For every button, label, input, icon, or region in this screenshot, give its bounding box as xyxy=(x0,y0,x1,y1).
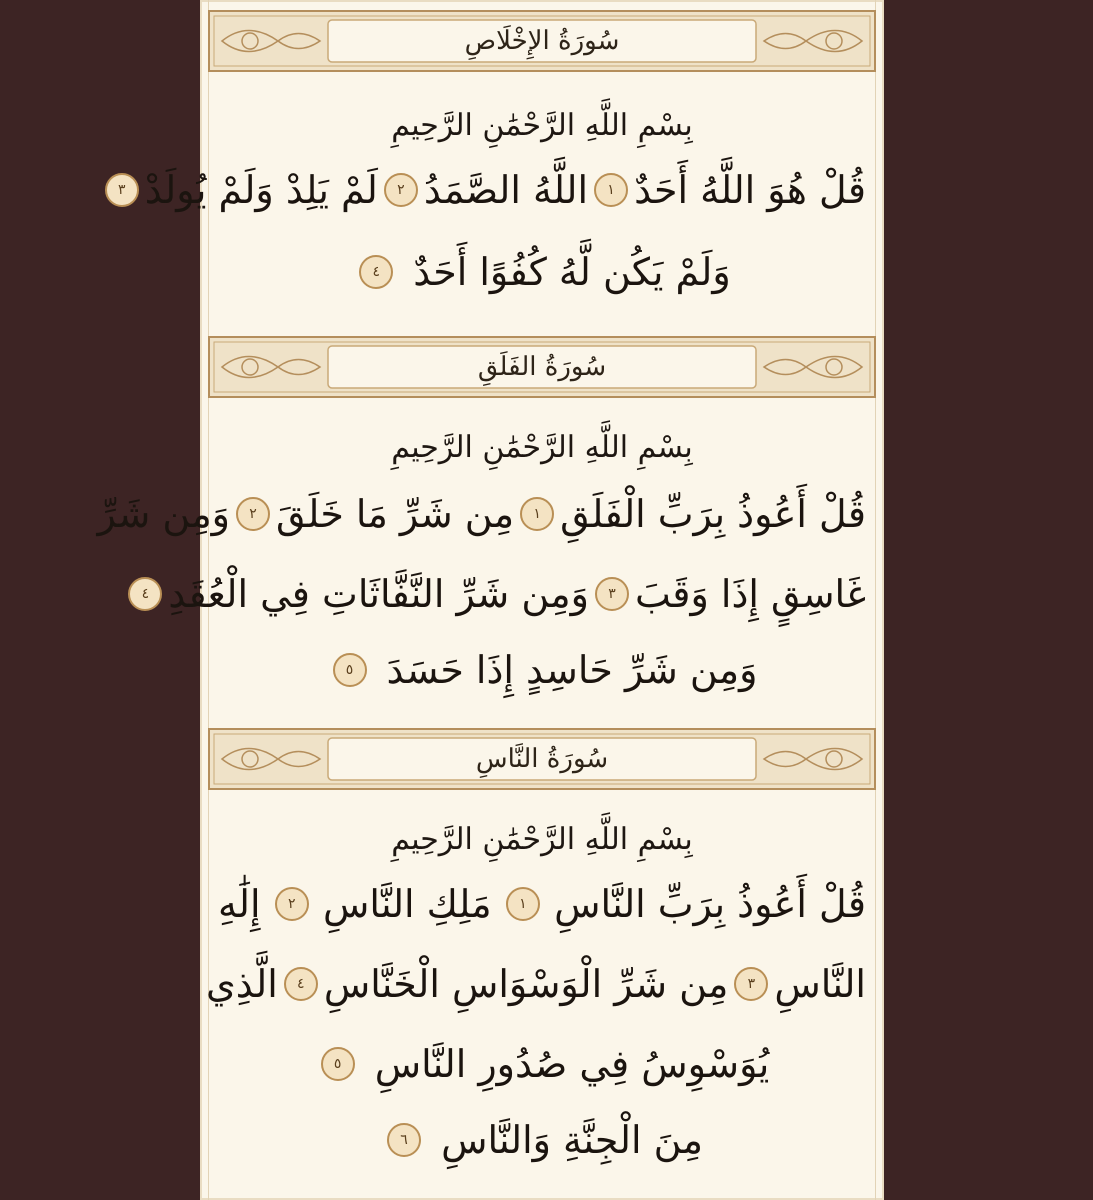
ayah-number-marker: ٥ xyxy=(321,1047,355,1081)
ayah-number-marker: ٢ xyxy=(236,497,270,531)
ayah-number-marker: ١ xyxy=(506,887,540,921)
ayah-number-marker: ٢ xyxy=(275,887,309,921)
ayah-number-marker: ٣ xyxy=(734,967,768,1001)
verse-text: وَمِن شَرِّ النَّفَّاثَاتِ فِي الْعُقَدِ xyxy=(168,572,589,616)
ayah-number-marker: ٤ xyxy=(359,255,393,289)
surah-title: سُورَةُ الإِخْلَاصِ xyxy=(464,26,620,56)
surah-header-ikhlas xyxy=(208,10,876,72)
verse-text: اللَّهُ الصَّمَدُ xyxy=(423,168,589,212)
verse-line xyxy=(205,962,866,1006)
ayah-number-marker: ١ xyxy=(594,173,628,207)
verse-text: وَمِن شَرِّ حَاسِدٍ إِذَا حَسَدَ xyxy=(386,648,758,692)
verse-text: النَّاسِ xyxy=(774,962,866,1006)
verse-line xyxy=(97,492,866,536)
verse-text: قُلْ أَعُوذُ بِرَبِّ النَّاسِ xyxy=(554,882,866,926)
basmala: بِسْمِ اللَّهِ الرَّحْمَٰنِ الرَّحِيمِ xyxy=(391,822,693,857)
verse-text: قُلْ هُوَ اللَّهُ أَحَدٌ xyxy=(634,168,866,212)
verse-text: مِن شَرِّ الْوَسْوَاسِ الْخَنَّاسِ xyxy=(323,962,729,1006)
verse-line xyxy=(117,168,866,212)
basmala: بِسْمِ اللَّهِ الرَّحْمَٰنِ الرَّحِيمِ xyxy=(391,430,693,465)
ayah-number-marker: ٣ xyxy=(105,173,139,207)
verse-text: قُلْ أَعُوذُ بِرَبِّ الْفَلَقِ xyxy=(560,492,866,536)
verse-line xyxy=(141,572,866,616)
verse-line xyxy=(218,1042,866,1086)
verse-text: إِلَٰهِ xyxy=(218,882,261,926)
verse-line xyxy=(218,882,866,926)
ayah-number-marker: ٣ xyxy=(595,577,629,611)
mushaf-page xyxy=(97,0,884,1200)
verse-line xyxy=(218,648,866,692)
verse-text: وَمِن شَرِّ xyxy=(97,492,231,536)
verse-text: مَلِكِ النَّاسِ xyxy=(323,882,492,926)
verse-line xyxy=(218,250,866,294)
verse-text: مِن شَرِّ مَا خَلَقَ xyxy=(276,492,515,536)
page-border-right xyxy=(875,0,876,1200)
surah-title: سُورَةُ النَّاسِ xyxy=(475,744,609,774)
ayah-number-marker: ٦ xyxy=(387,1123,421,1157)
ayah-number-marker: ١ xyxy=(520,497,554,531)
ayah-number-marker: ٤ xyxy=(128,577,162,611)
surah-title: سُورَةُ الفَلَقِ xyxy=(477,352,607,382)
verse-text: يُوَسْوِسُ فِي صُدُورِ النَّاسِ xyxy=(374,1042,770,1086)
surah-header-nas xyxy=(208,728,876,790)
basmala: بِسْمِ اللَّهِ الرَّحْمَٰنِ الرَّحِيمِ xyxy=(391,108,693,143)
verse-text: مِنَ الْجِنَّةِ وَالنَّاسِ xyxy=(441,1118,703,1162)
ayah-number-marker: ٢ xyxy=(384,173,418,207)
verse-text: الَّذِي xyxy=(205,962,278,1006)
verse-line xyxy=(218,1118,866,1162)
surah-header-falaq xyxy=(208,336,876,398)
ayah-number-marker: ٤ xyxy=(284,967,318,1001)
ayah-number-marker: ٥ xyxy=(333,653,367,687)
verse-text: وَلَمْ يَكُن لَّهُ كُفُوًا أَحَدٌ xyxy=(413,250,731,294)
verse-text: غَاسِقٍ إِذَا وَقَبَ xyxy=(634,572,866,616)
verse-text: لَمْ يَلِدْ وَلَمْ يُولَدْ xyxy=(144,168,378,212)
